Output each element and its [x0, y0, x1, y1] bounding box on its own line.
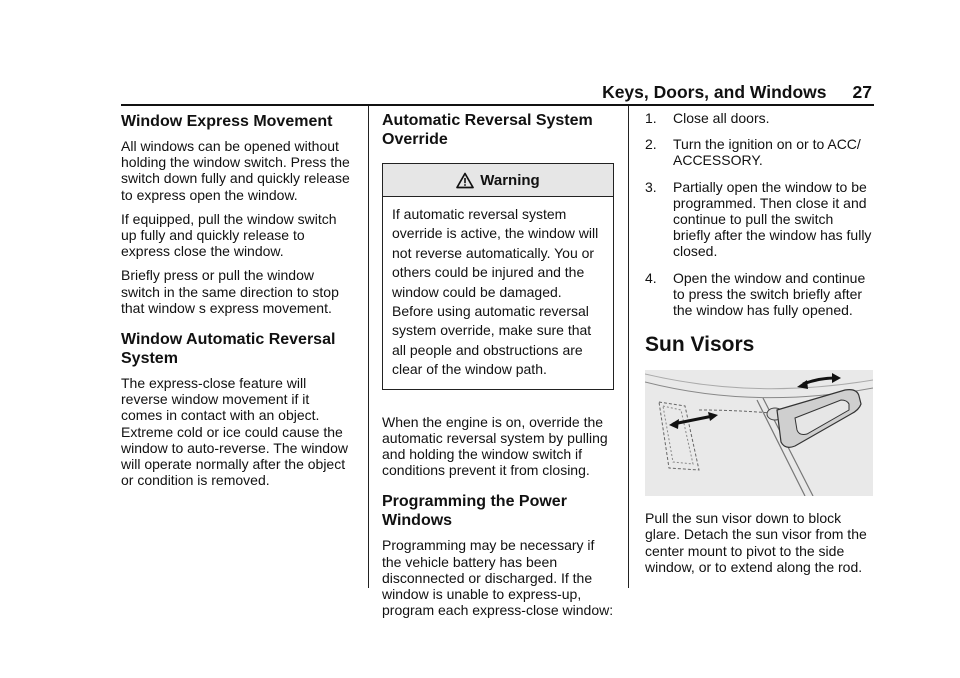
heading-window-express: Window Express Movement [121, 113, 333, 130]
list-item [645, 110, 873, 126]
header-rule [121, 104, 874, 106]
heading-override: Automatic Reversal System Override [382, 112, 593, 148]
warning-box [382, 163, 614, 390]
step-number: 4. [645, 269, 657, 286]
section-title: Keys, Doors, and Windows [602, 82, 827, 102]
step-text: Turn the ignition on or to ACC/ ACCESSORY. [673, 136, 861, 169]
warning-triangle-icon [456, 172, 474, 189]
paragraph: The express-close feature will reverse window movement if it comes in contact with an object. Extreme cold or ice could cause the window to auto-reverse. The window will operate normally after the object or condition is removed. [121, 375, 348, 489]
paragraph: When the engine is on, override the automatic reversal system by pulling and holding the window switch if conditions prevent it from closing. [382, 413, 608, 479]
list-item [645, 270, 873, 319]
paragraph: If equipped, pull the window switch up fully and quickly release to express close the window. [121, 210, 337, 260]
column-divider-2 [628, 106, 629, 588]
warning-header [383, 164, 613, 197]
step-text: Open the window and continue to press the switch briefly after the window has fully opened. [673, 269, 866, 319]
column-3 [645, 110, 873, 583]
step-number: 2. [645, 136, 657, 153]
paragraph: Briefly press or pull the window switch in the same direction to stop that window s express movement. [121, 267, 339, 316]
paragraph: All windows can be opened without holding the window switch. Press the switch down fully and quickly release to express open the window. [121, 138, 350, 203]
column-divider-1 [368, 106, 369, 588]
column-2 [382, 110, 614, 626]
step-text: Partially open the window to be programmed. Then close it and continue to pull the switch briefly after the window has fully closed. [673, 178, 872, 260]
column-1 [121, 110, 354, 496]
step-number: 1. [645, 110, 657, 126]
warning-text: If automatic reversal system override is active, the window will not reverse automatically. You or others could be injured and the window could be damaged. Before using automatic reversal system override, make sure that all people and obstructions are clear of the window path. [392, 206, 599, 378]
list-item [645, 136, 873, 168]
warning-label: Warning [480, 171, 540, 189]
sun-visor-illustration [645, 370, 873, 496]
steps-list [645, 110, 873, 318]
paragraph: Programming may be necessary if the vehicle battery has been disconnected or discharged. If the window is unable to express-up, program each express-close window: [382, 537, 614, 619]
heading-programming: Programming the Power Windows [382, 493, 567, 530]
paragraph: Pull the sun visor down to block glare. Detach the sun visor from the center mount to pivot to the side window, or to extend along the rod. [645, 510, 867, 575]
page-header [0, 82, 872, 103]
step-text: Close all doors. [673, 110, 770, 126]
heading-sun-visors: Sun Visors [645, 333, 755, 357]
page-number: 27 [852, 82, 872, 102]
list-item [645, 179, 873, 260]
sun-visor-drawing [645, 370, 873, 496]
step-number: 3. [645, 178, 657, 195]
heading-auto-reversal: Window Automatic Reversal System [121, 331, 336, 368]
